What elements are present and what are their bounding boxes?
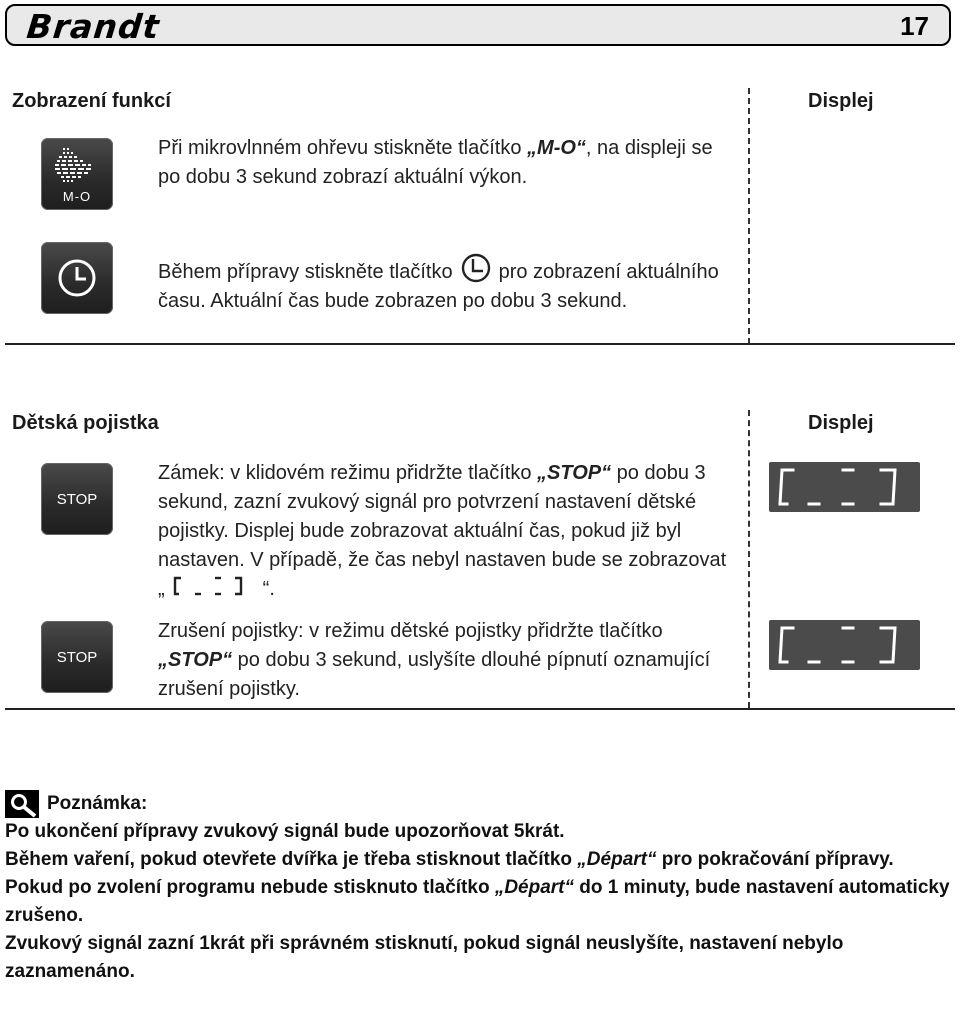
clock-icon bbox=[459, 252, 493, 284]
mo-text-pre: Při mikrovlnném ohřevu stiskněte tlačítko bbox=[158, 137, 528, 159]
page-header bbox=[5, 4, 951, 46]
note-text: do 1 minuty, bude nastavení automaticky zrušeno. bbox=[5, 877, 950, 926]
unlock-display bbox=[769, 620, 920, 670]
note-line bbox=[5, 846, 955, 874]
clock-text-pre: Během přípravy stiskněte tlačítko bbox=[158, 261, 453, 283]
note-text: pro pokračování přípravy. bbox=[656, 849, 894, 870]
display-column-title: Displej bbox=[808, 412, 874, 434]
clock-text-post: pro zobrazení aktuálního času. Aktuální čas bude zobrazen po dobu 3 sekund. bbox=[158, 261, 719, 312]
unlock-text-pre: Zrušení pojistky: v režimu dětské pojistky přidržte tlačítko bbox=[158, 620, 663, 642]
note-text: Pokud po zvolení programu nebude stisknuto tlačítko bbox=[5, 877, 495, 898]
lock-text-pre: Zámek: v klidovém režimu přidržte tlačítko bbox=[158, 462, 537, 484]
lock-text-end: “. bbox=[262, 578, 275, 600]
section-title-child-lock: Dětská pojistka bbox=[12, 412, 159, 434]
brand-logo: Brandt bbox=[24, 7, 162, 46]
unlock-key-name: „STOP“ bbox=[158, 649, 233, 671]
lcd-lock-segments bbox=[769, 462, 920, 512]
depart-key-name: „Départ“ bbox=[577, 849, 657, 870]
unlock-description bbox=[158, 617, 730, 704]
note-heading bbox=[5, 790, 955, 818]
mo-key-name: „M-O“ bbox=[527, 137, 586, 159]
magnifier-icon bbox=[5, 790, 39, 818]
note-heading-text: Poznámka: bbox=[47, 793, 148, 814]
column-divider bbox=[748, 88, 750, 344]
clock-button[interactable] bbox=[41, 242, 113, 314]
mo-text-post: , na displeji se po dobu 3 sekund zobrazí aktuální výkon. bbox=[158, 137, 713, 188]
lock-display-symbol bbox=[169, 575, 259, 597]
clock-description bbox=[158, 252, 730, 316]
lock-text-mid: po dobu 3 sekund, zazní zvukový signál pro potvrzení nastavení dětské pojistky. Displej bude zobrazovat aktuální čas, pokud již byl nastaven. V případě, že čas nebyl nastaven bude se zobrazovat „ bbox=[158, 462, 727, 600]
section-separator bbox=[5, 708, 955, 710]
unlock-text-post: po dobu 3 sekund, uslyšíte dlouhé pípnutí oznamující zrušení pojistky. bbox=[158, 649, 711, 700]
lcd-lock-segments bbox=[769, 620, 920, 670]
note-block bbox=[5, 790, 955, 986]
lock-key-name: „STOP“ bbox=[537, 462, 612, 484]
stop-button-label: STOP bbox=[56, 490, 98, 508]
note-line: Po ukončení přípravy zvukový signál bude upozorňovat 5krát. bbox=[5, 821, 565, 842]
note-line bbox=[5, 874, 955, 930]
column-divider bbox=[748, 410, 750, 708]
note-text: Během vaření, pokud otevřete dvířka je třeba stisknout tlačítko bbox=[5, 849, 578, 870]
mo-button[interactable] bbox=[41, 138, 113, 210]
lock-display bbox=[769, 462, 920, 512]
section-separator bbox=[5, 343, 955, 345]
section-title-functions: Zobrazení funkcí bbox=[12, 90, 171, 112]
stop-button[interactable] bbox=[41, 463, 113, 535]
lock-description bbox=[158, 459, 730, 604]
page-number: 17 bbox=[900, 11, 929, 41]
note-line: Zvukový signál zazní 1krát při správném stisknutí, pokud signál neuslyšíte, nastavení nebylo zaznamenáno. bbox=[5, 933, 844, 982]
stop-button-label: STOP bbox=[56, 648, 98, 666]
mo-description bbox=[158, 134, 730, 192]
clock-icon bbox=[55, 256, 99, 300]
mo-button-label: M-O bbox=[62, 189, 92, 204]
stop-button[interactable] bbox=[41, 621, 113, 693]
display-column-title: Displej bbox=[808, 90, 874, 112]
depart-key-name: „Départ“ bbox=[494, 877, 575, 898]
